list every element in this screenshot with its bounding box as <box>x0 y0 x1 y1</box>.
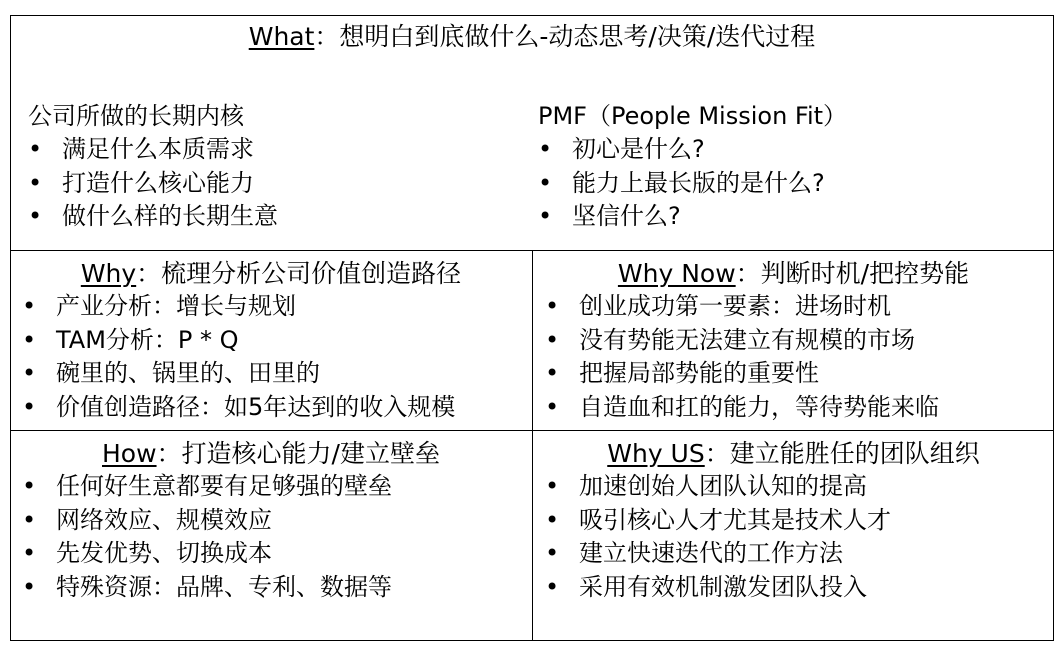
bullet-icon: • <box>22 392 37 421</box>
list-item: • 特殊资源：品牌、专利、数据等 <box>20 571 532 605</box>
why-now-section <box>533 257 1054 424</box>
why-us-list <box>543 470 1054 604</box>
bullet-icon: • <box>22 359 37 387</box>
bullet-icon: • <box>545 392 560 421</box>
list-item: • TAM分析：P * Q <box>20 324 532 358</box>
why-heading <box>10 257 532 290</box>
list-item: • 先发优势、切换成本 <box>20 537 532 571</box>
what-title: ：想明白到底做什么-动态思考/决策/迭代过程 <box>314 22 816 51</box>
bullet-icon: • <box>22 572 37 601</box>
list-item: • 把握局部势能的重要性 <box>543 357 1054 391</box>
bullet-icon: • <box>538 202 553 230</box>
what-right-column <box>538 100 847 234</box>
why-now-title: ：判断时机/把控势能 <box>735 259 970 288</box>
how-section <box>10 437 532 604</box>
list-item: • 采用有效机制激发团队投入 <box>543 571 1054 605</box>
list-item: • 初心是什么? <box>536 133 847 167</box>
what-right-subhead: PMF（People Mission Fit） <box>538 102 848 130</box>
what-left-subhead: 公司所做的长期内核 <box>28 102 244 130</box>
bullet-icon: • <box>22 472 37 500</box>
bullet-icon: • <box>545 325 560 354</box>
bullet-icon: • <box>538 168 553 197</box>
list-item: • 任何好生意都要有足够强的壁垒 <box>20 470 532 504</box>
how-title: ：打造核心能力/建立壁垒 <box>156 439 440 468</box>
list-item: • 创业成功第一要素：进场时机 <box>543 290 1054 324</box>
list-item: • 自造血和扛的能力，等待势能来临 <box>543 391 1054 425</box>
what-keyword: What <box>248 22 315 51</box>
list-item: • 吸引核心人才尤其是技术人才 <box>543 504 1054 538</box>
list-item: • 满足什么本质需求 <box>26 133 278 167</box>
why-now-list <box>543 290 1054 424</box>
bullet-icon: • <box>545 359 560 387</box>
why-keyword: Why <box>80 259 137 288</box>
bullet-icon: • <box>22 325 37 354</box>
bullet-icon: • <box>22 505 37 534</box>
list-item: • 没有势能无法建立有规模的市场 <box>543 324 1054 358</box>
why-us-section <box>533 437 1054 604</box>
bullet-icon: • <box>545 572 560 601</box>
list-item: • 建立快速迭代的工作方法 <box>543 537 1054 571</box>
what-left-list <box>26 133 278 234</box>
why-us-keyword: Why US <box>607 439 705 468</box>
how-list <box>20 470 532 604</box>
bullet-icon: • <box>545 472 560 500</box>
list-item: • 加速创始人团队认知的提高 <box>543 470 1054 504</box>
list-item: • 坚信什么? <box>536 200 847 234</box>
bullet-icon: • <box>22 292 37 320</box>
why-now-heading <box>533 257 1054 290</box>
why-us-heading <box>533 437 1054 470</box>
bullet-icon: • <box>28 168 43 197</box>
list-item: • 网络效应、规模效应 <box>20 504 532 538</box>
what-heading <box>10 20 1054 53</box>
what-left-column <box>28 100 278 234</box>
list-item: • 产业分析：增长与规划 <box>20 290 532 324</box>
why-list <box>20 290 532 424</box>
bullet-icon: • <box>538 135 553 163</box>
list-item: • 打造什么核心能力 <box>26 167 278 201</box>
bullet-icon: • <box>545 505 560 534</box>
why-now-keyword: Why Now <box>617 259 736 288</box>
list-item: • 碗里的、锅里的、田里的 <box>20 357 532 391</box>
why-us-title: ：建立能胜任的团队组织 <box>704 439 980 468</box>
list-item: • 做什么样的长期生意 <box>26 200 278 234</box>
why-title: ：梳理分析公司价值创造路径 <box>136 259 462 288</box>
what-right-list <box>536 133 847 234</box>
how-keyword: How <box>102 439 157 468</box>
bullet-icon: • <box>28 202 43 230</box>
bullet-icon: • <box>28 135 43 163</box>
list-item: • 能力上最长版的是什么? <box>536 167 847 201</box>
list-item: • 价值创造路径：如5年达到的收入规模 <box>20 391 532 425</box>
how-heading <box>10 437 532 470</box>
why-section <box>10 257 532 424</box>
bullet-icon: • <box>545 539 560 567</box>
what-section <box>10 20 1054 53</box>
bullet-icon: • <box>545 292 560 320</box>
bullet-icon: • <box>22 539 37 567</box>
